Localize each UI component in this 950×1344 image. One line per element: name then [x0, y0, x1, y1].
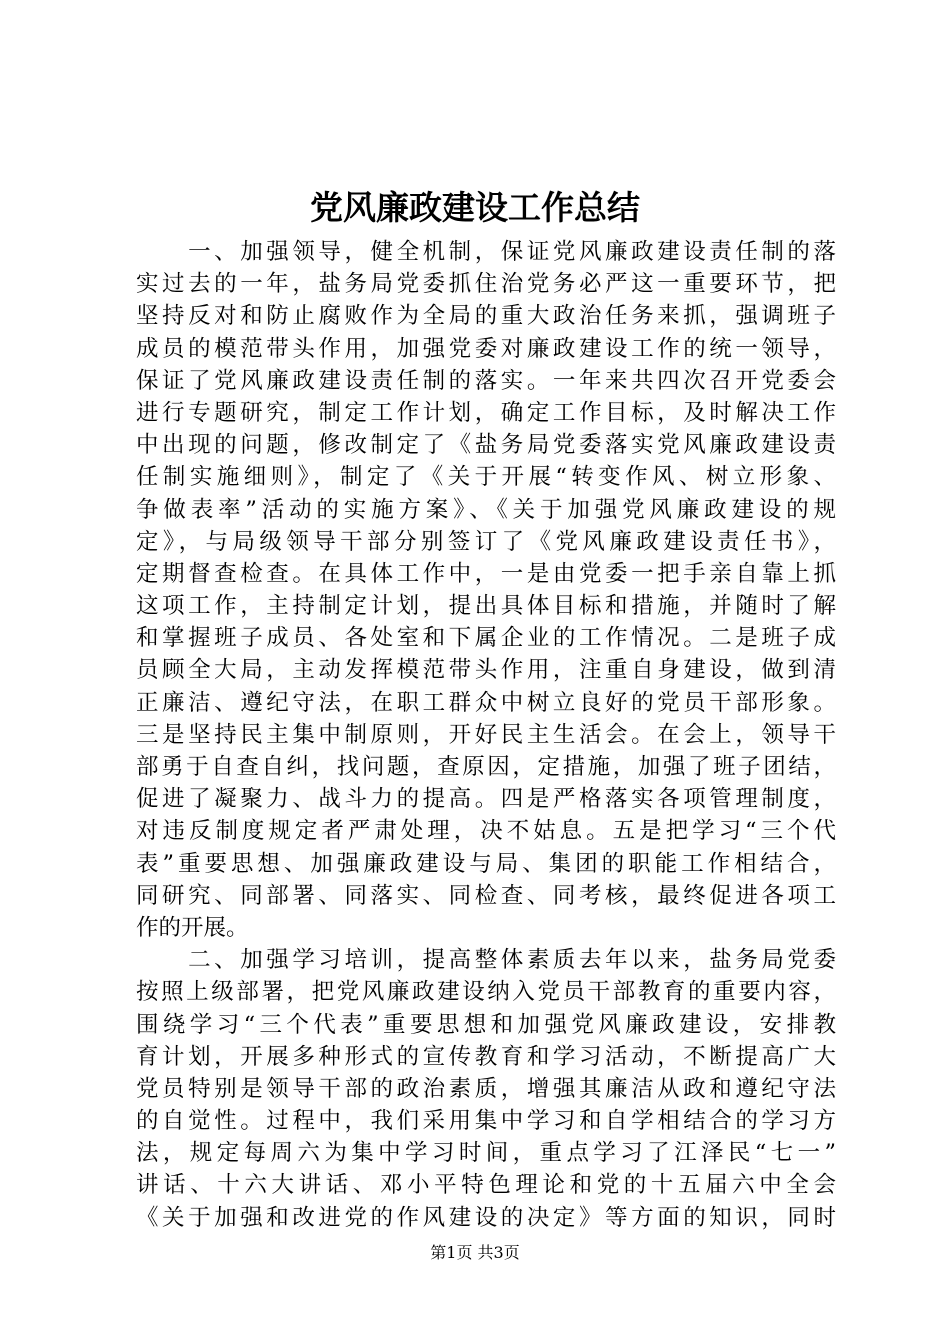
text-line: 法，规定每周六为集中学习时间，重点学习了江泽民“七一”	[136, 1140, 836, 1167]
text-line: 按照上级部署，把党风廉政建设纳入党员干部教育的重要内容，	[136, 979, 836, 1006]
document-title: 党风廉政建设工作总结	[310, 188, 640, 227]
text-line: 讲话、十六大讲话、邓小平特色理论和党的十五届六中全会	[136, 1172, 836, 1199]
text-line: 三是坚持民主集中制原则，开好民主生活会。在会上，领导干	[136, 721, 836, 748]
text-line: 员顾全大局，主动发挥模范带头作用，注重自身建设，做到清	[136, 657, 836, 684]
page-number-footer: 第1页 共3页	[430, 1243, 520, 1262]
text-line: 对违反制度规定者严肃处理，决不姑息。五是把学习“三个代	[136, 818, 836, 845]
text-line: 部勇于自查自纠，找问题，查原因，定措施，加强了班子团结，	[136, 754, 836, 780]
text-line: 定》，与局级领导干部分别签订了《党风廉政建设责任书》，	[136, 528, 836, 555]
paragraph-1	[136, 236, 836, 944]
text-line: 中出现的问题，修改制定了《盐务局党委落实党风廉政建设责	[136, 432, 836, 459]
document-body	[136, 236, 836, 1234]
text-line: 坚持反对和防止腐败作为全局的重大政治任务来抓，强调班子	[136, 303, 836, 330]
text-line: 这项工作，主持制定计划，提出具体目标和措施，并随时了解	[136, 593, 836, 620]
text-line: 争做表率”活动的实施方案》、《关于加强党风廉政建设的规	[136, 496, 836, 523]
text-line: 党员特别是领导干部的政治素质，增强其廉洁从政和遵纪守法	[136, 1075, 836, 1102]
text-line: 表”重要思想、加强廉政建设与局、集团的职能工作相结合，	[136, 850, 836, 877]
text-line: 《关于加强和改进党的作风建设的决定》等方面的知识，同时	[136, 1204, 836, 1231]
text-line: 保证了党风廉政建设责任制的落实。一年来共四次召开党委会	[136, 367, 836, 394]
text-line: 的自觉性。过程中，我们采用集中学习和自学相结合的学习方	[136, 1108, 836, 1135]
text-line: 任制实施细则》，制定了《关于开展“转变作风、树立形象、	[136, 464, 836, 491]
text-line: 作的开展。	[136, 914, 249, 941]
text-line: 实过去的一年，盐务局党委抓住治党务必严这一重要环节，把	[136, 271, 836, 298]
text-line: 二、加强学习培训，提高整体素质去年以来，盐务局党委	[136, 947, 836, 974]
text-line: 和掌握班子成员、各处室和下属企业的工作情况。二是班子成	[136, 625, 836, 652]
text-line: 一、加强领导，健全机制，保证党风廉政建设责任制的落	[136, 239, 836, 265]
text-line: 促进了凝聚力、战斗力的提高。四是严格落实各项管理制度，	[136, 786, 836, 813]
text-line: 成员的模范带头作用，加强党委对廉政建设工作的统一领导，	[136, 335, 836, 362]
text-line: 同研究、同部署、同落实、同检查、同考核，最终促进各项工	[136, 882, 836, 909]
text-line: 进行专题研究，制定工作计划，确定工作目标，及时解决工作	[136, 399, 836, 426]
text-line: 定期督查检查。在具体工作中，一是由党委一把手亲自靠上抓	[136, 560, 836, 587]
text-line: 正廉洁、遵纪守法，在职工群众中树立良好的党员干部形象。	[136, 689, 836, 716]
text-line: 围绕学习“三个代表”重要思想和加强党风廉政建设，安排教	[136, 1011, 836, 1038]
text-line: 育计划，开展多种形式的宣传教育和学习活动，不断提高广大	[136, 1043, 836, 1070]
paragraph-2	[136, 944, 836, 1234]
